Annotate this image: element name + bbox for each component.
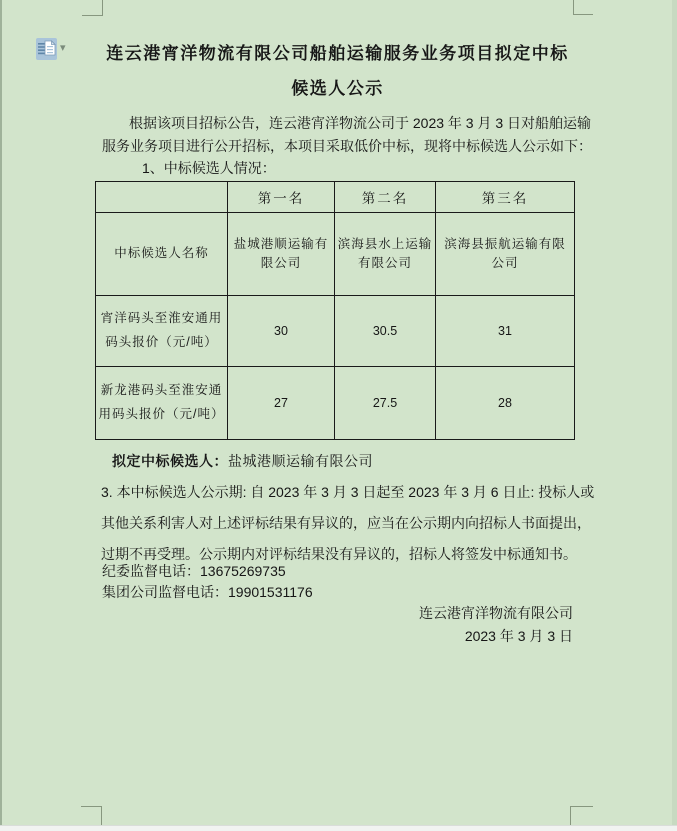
table-header-row xyxy=(96,182,575,213)
table-cell-price: 31 xyxy=(436,296,575,367)
table-row-label: 新龙港码头至淮安通用码头报价（元/吨） xyxy=(96,367,228,440)
group-phone-line: 集团公司监督电话：19901531176 xyxy=(102,584,313,600)
table-row-xinlonggang-price xyxy=(96,367,575,440)
window-left-edge xyxy=(0,0,2,831)
table-cell-candidate-3: 滨海县振航运输有限公司 xyxy=(436,213,575,296)
crop-mark-bottom-left xyxy=(81,806,102,825)
intro-line-2: 服务业务项目进行公开招标，本项目采取低价中标，现将中标候选人公示如下： xyxy=(102,137,592,154)
paste-options-dropdown[interactable] xyxy=(60,41,66,55)
crop-mark-top-left xyxy=(82,0,103,16)
document-title-line2: 候选人公示 xyxy=(291,79,384,98)
table-cell-candidate-1: 盐城港顺运输有限公司 xyxy=(228,213,335,296)
proposed-winner-label: 拟定中标候选人： xyxy=(112,453,228,469)
discipline-phone-line: 纪委监督电话：13675269735 xyxy=(102,563,286,579)
table-header-third-place: 第三名 xyxy=(436,182,575,213)
table-cell-price: 27 xyxy=(228,367,335,440)
table-cell-candidate-2: 滨海县水上运输有限公司 xyxy=(335,213,436,296)
table-cell-price: 30.5 xyxy=(335,296,436,367)
notice-paragraph xyxy=(101,477,595,570)
candidates-table xyxy=(95,181,575,440)
proposed-winner-line xyxy=(112,451,373,471)
table-row-label: 宵洋码头至淮安通用码头报价（元/吨） xyxy=(96,296,228,367)
signature-company: 连云港宵洋物流有限公司 xyxy=(419,605,573,621)
signature-date: 2023 年 3 月 3 日 xyxy=(464,628,573,644)
table-row-xiaoyang-price xyxy=(96,296,575,367)
crop-mark-top-right xyxy=(573,0,593,15)
proposed-winner-value: 盐城港顺运输有限公司 xyxy=(228,453,373,469)
chevron-down-icon: ▾ xyxy=(60,42,66,54)
notice-line-2: 其他关系利害人对上述评标结果有异议的，应当在公示期内向招标人书面提出， xyxy=(101,515,591,531)
table-cell-corner xyxy=(96,182,228,213)
table-header-first-place: 第一名 xyxy=(228,182,335,213)
table-row-candidate-names xyxy=(96,213,575,296)
table-header-second-place: 第二名 xyxy=(335,182,436,213)
signature-block xyxy=(102,602,573,648)
intro-line-3: 1、中标候选人情况： xyxy=(142,160,276,176)
window-bottom-edge xyxy=(0,825,677,831)
table-cell-price: 28 xyxy=(436,367,575,440)
document-title-line1: 连云港宵洋物流有限公司船舶运输服务业务项目拟定中标 xyxy=(106,44,569,63)
paste-options-button[interactable] xyxy=(36,38,57,60)
notice-line-1: 3. 本中标候选人公示期: 自 2023 年 3 月 3 日起至 2023 年 3 月 6 日止: 投标人或 xyxy=(101,484,595,500)
table-cell-price: 27.5 xyxy=(335,367,436,440)
intro-paragraph xyxy=(102,112,592,180)
table-cell-price: 30 xyxy=(228,296,335,367)
document-title xyxy=(102,36,573,106)
supervision-contacts xyxy=(102,561,313,603)
crop-mark-bottom-right xyxy=(570,806,593,825)
clipboard-paste-icon xyxy=(36,47,57,64)
intro-line-1: 根据该项目招标公告，连云港宵洋物流公司于 2023 年 3 月 3 日对船舶运输 xyxy=(129,115,592,131)
window-right-edge xyxy=(672,0,677,825)
table-row-label: 中标候选人名称 xyxy=(96,213,228,296)
notice-line-3: 过期不再受理。公示期内对评标结果没有异议的，招标人将签发中标通知书。 xyxy=(101,546,577,562)
